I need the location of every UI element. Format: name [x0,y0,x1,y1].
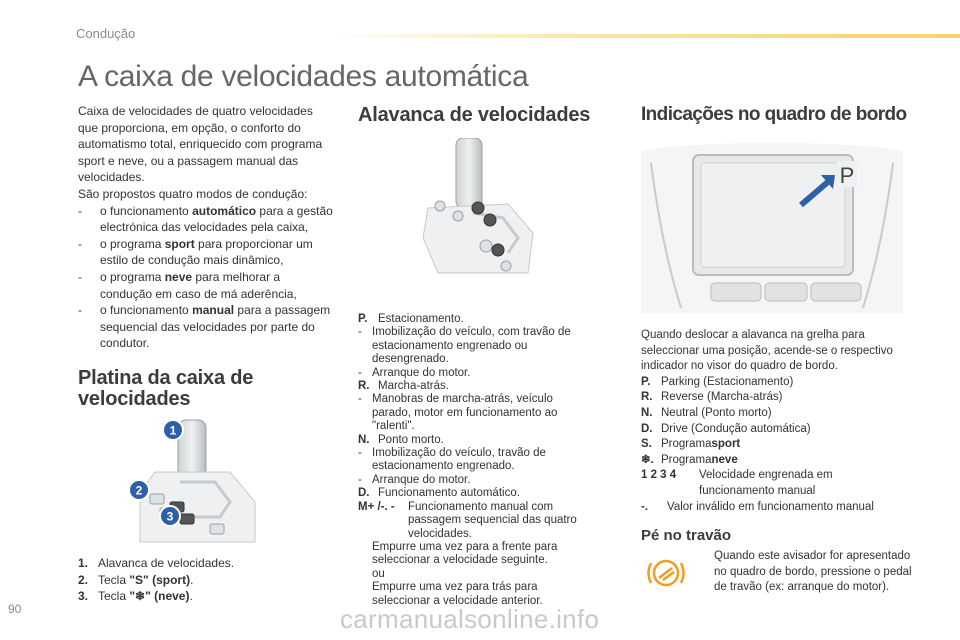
callout-3 [160,506,180,526]
callout-2 [129,480,149,500]
platina-legend [78,555,328,605]
list-item: - Arranque do motor. [358,366,471,379]
note-item: Empurre uma vez para a frente para seleccionar a velocidade seguinte. [372,540,558,567]
list-item: N. Ponto morto. [358,433,444,446]
page-number: 90 [8,602,22,616]
svg-text:2: 2 [135,483,143,498]
note-item: ou [372,567,385,580]
list-item: R. Reverse (Marcha-atrás) [641,391,783,404]
header-gradient-bar [330,34,960,38]
list-item: D. Funcionamento automático. [358,487,520,500]
brake-pedal-warning-icon [645,558,687,588]
list-item: - Arranque do motor. [358,473,471,486]
gear-lever-illustration [418,138,538,278]
list-item: S. Programa sport [641,438,741,451]
display-gear-letter: P [839,163,855,188]
list-item: D. Drive (Condução automática) [641,422,811,435]
list-item: N. Neutral (Ponto morto) [641,406,772,419]
intro-paragraph-1: Caixa de velocidades de quatro velocidades que proporciona, em opção, o conforto do automatismo total, enriquecido com programa sport e neve, ou a passagem manual das velocidades. [78,104,323,185]
alavanca-definitions [358,313,590,608]
list-item: 1. Alavanca de velocidades. [78,556,235,570]
indicacoes-heading: Indicações no quadro de bordo [641,104,907,125]
pe-travao-heading: Pé no travão [641,527,732,544]
alavanca-heading: Alavanca de velocidades [358,104,591,126]
list-item: - o programa sport para proporcionar um estilo de condução mais dinâmico, [78,236,313,268]
list-item: - o funcionamento manual para a passagem sequencial das velocidades por parte do condutor. [78,303,331,351]
list-item: - Imobilização do veículo, com travão de estacionamento engrenado ou desengrenado. [358,326,571,366]
list-item: - Manobras de marcha-atrás, veículo parado, motor em funcionamento ao "ralenti". [358,393,558,433]
list-item: P. Estacionamento. [358,313,464,325]
list-item: -. Valor inválido em funcionamento manual [641,500,874,513]
intro-paragraph-2: São propostos quatro modos de condução: [78,186,308,201]
section-label: Condução [76,26,136,41]
note-item: Empurre uma vez para trás para seleccionar a velocidade anterior. [372,581,543,607]
list-item: - o funcionamento automático para a gestão electrónica das velocidades pela caixa, [78,203,333,235]
indicacoes-block [641,328,906,515]
callout-1 [163,420,183,440]
list-item: M+ /-. - Funcionamento manual com passagem sequencial das quatro velocidades. [358,500,577,540]
indicacoes-intro: Quando deslocar a alavanca na grelha para seleccionar uma posição, acende-se o respectivo indicador no visor do quadro de bordo. [641,329,893,373]
list-item: - Imobilização do veículo, travão de estacionamento engrenado. [358,447,546,473]
instrument-cluster-illustration [641,143,903,313]
list-item: ❄. Programa neve [641,453,738,466]
list-item: P. Parking (Estacionamento) [641,375,794,388]
svg-text:3: 3 [166,509,174,524]
list-item: 2. Tecla "S" (sport). [78,572,194,587]
pe-travao-text: Quando este avisador for apresentado no quadro de bordo, pressione o pedal de travão (ex: arranque do motor). [714,550,912,594]
platina-heading: Platina da caixa de velocidades [78,367,254,410]
intro-block [78,103,333,352]
gearbox-platina-illustration [120,412,270,552]
list-item: 1 2 3 4 Velocidade engrenada em funcionamento manual [641,469,833,497]
watermark: carmanualsonline.info [340,604,600,634]
list-item: R. Marcha-atrás. [358,380,449,393]
page-title: A caixa de velocidades automática [78,60,529,93]
list-item: - o programa neve para melhorar a condução em caso de má aderência, [78,269,297,301]
list-item: 3. Tecla "❄" (neve). [78,589,193,604]
svg-text:1: 1 [169,423,177,438]
